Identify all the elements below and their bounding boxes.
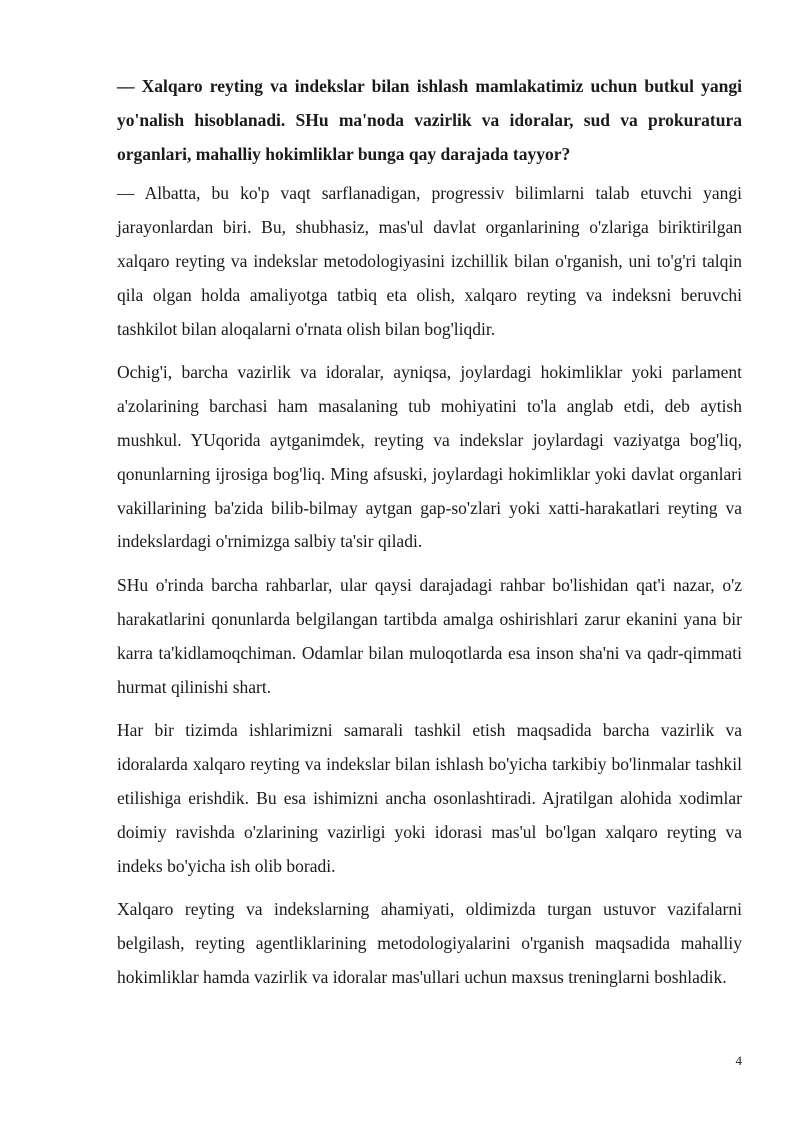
question-paragraph: — Xalqaro reyting va indekslar bilan ishlash mamlakatimiz uchun butkul yangi yo'nalish hisoblanadi. SHu ma'noda vazirlik va idoralar, sud va prokuratura organlari, mahalliy hokimliklar bunga qay darajada tayyor? <box>117 76 742 164</box>
paragraph: Ochig'i, barcha vazirlik va idoralar, ayniqsa, joylardagi hokimliklar yoki parlament a'zolarining barchasi ham masalaning tub mohiyatini to'la anglab etdi, deb aytish mushkul. YUqorida aytganimdek, reyting va indekslar joylardagi vaziyatga bog'liq, qonunlarning ijrosiga bog'liq. Ming afsuski, joylardagi hokimliklar yoki davlat organlari vakillarining ba'zida bilib-bilmay aytgan gap-so'zlari yoki xatti-harakatlari reyting va indekslardagi o'rnimizga salbiy ta'sir qiladi. <box>117 362 742 552</box>
answer-paragraph: — Albatta, bu ko'p vaqt sarflanadigan, progressiv bilimlarni talab etuvchi yangi jarayonlardan biri. Bu, shubhasiz, mas'ul davlat organlarining o'zlariga biriktirilgan xalqaro reyting va indekslar metodologiyasini izchillik bilan o'rganish, uni to'g'ri talqin qila olgan holda amaliyotga tatbiq eta olish, xalqaro reyting va indeksni beruvchi tashkilot bilan aloqalarni o'rnata olish bilan bog'liqdir. <box>117 183 742 339</box>
paragraph: SHu o'rinda barcha rahbarlar, ular qaysi darajadagi rahbar bo'lishidan qat'i nazar, o'z harakatlarini qonunlarda belgilangan tartibda amalga oshirishlari zarur ekanini yana bir karra ta'kidlamoqchiman. Odamlar bilan muloqotlarda esa inson sha'ni va qadr-qimmati hurmat qilinishi shart. <box>117 575 742 697</box>
paragraph: Xalqaro reyting va indekslarning ahamiyati, oldimizda turgan ustuvor vazifalarni belgilash, reyting agentliklarining metodologiyalarini o'rganish maqsadida mahalliy hokimliklar hamda vazirlik va idoralar mas'ullari uchun maxsus treninglarni boshladik. <box>117 899 742 987</box>
document-body <box>117 70 742 1005</box>
paragraph: Har bir tizimda ishlarimizni samarali tashkil etish maqsadida barcha vazirlik va idoralarda xalqaro reyting va indekslar bilan ishlash bo'yicha tarkibiy bo'linmalar tashkil etilishiga erishdik. Bu esa ishimizni ancha osonlashtiradi. Ajratilgan alohida xodimlar doimiy ravishda o'zlarining vazirligi yoki idorasi mas'ul bo'lgan xalqaro reyting va indeks bo'yicha ish olib boradi. <box>117 720 742 876</box>
page-number: 4 <box>735 1053 742 1068</box>
